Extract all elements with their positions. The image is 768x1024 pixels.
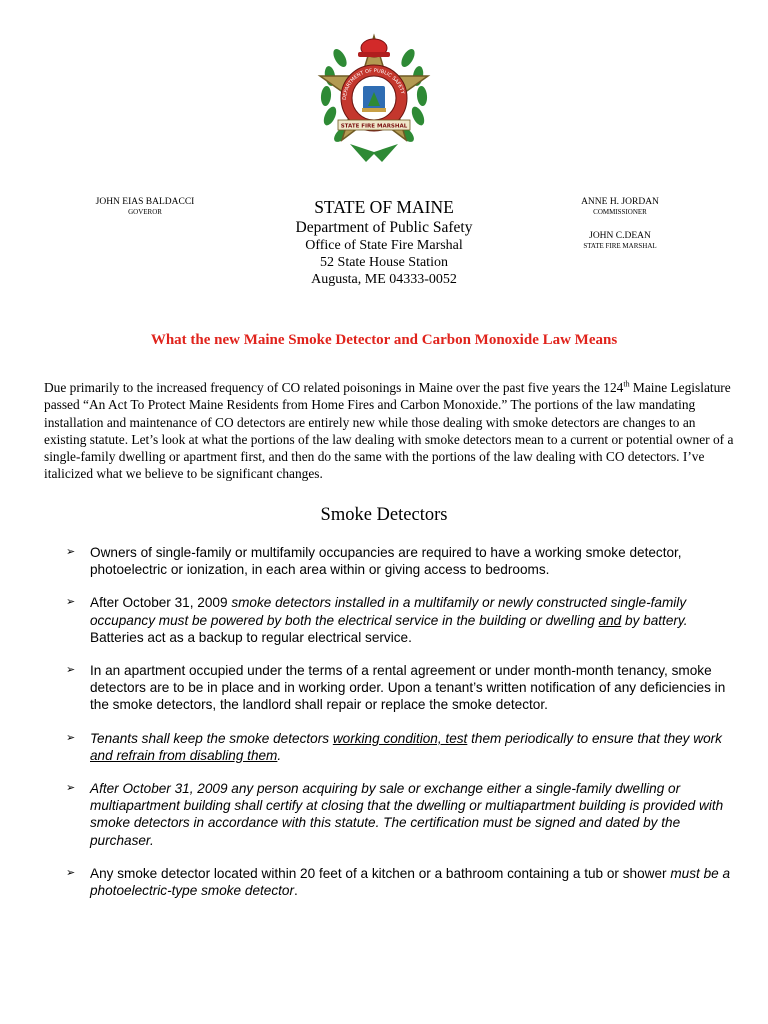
fire-marshal-name: JOHN C.DEAN — [589, 231, 651, 241]
address-line-2: Augusta, ME 04333-0052 — [311, 272, 457, 287]
letterhead — [220, 196, 548, 288]
arrow-bullet-icon: ➢ — [66, 866, 76, 879]
commissioner-title: COMMISSIONER — [593, 208, 647, 216]
list-item: ➢ Tenants shall keep the smoke detectors working condition, test them periodically to ensure that they work and refrain from disabling them. — [66, 730, 722, 763]
governor-title: GOVEROR — [128, 208, 162, 216]
smoke-detector-rules-list — [66, 544, 736, 915]
seal-banner-text: STATE FIRE MARSHAL — [340, 123, 408, 130]
commissioner-name: ANNE H. JORDAN — [581, 197, 659, 207]
address-line-1: 52 State House Station — [320, 255, 448, 270]
fire-marshal-title: STATE FIRE MARSHAL — [583, 242, 657, 250]
arrow-bullet-icon: ➢ — [66, 546, 76, 558]
office-name: Office of State Fire Marshal — [305, 238, 463, 253]
arrow-bullet-icon: ➢ — [66, 782, 76, 795]
document-title: What the new Maine Smoke Detector and Carbon Monoxide Law Means — [150, 332, 618, 348]
list-item: ➢ In an apartment occupied under the terms of a rental agreement or under month-month tenancy, smoke detectors are to be in place and in working order. Upon a tenant’s written notification of any deficiencies in the smoke detectors, the landlord shall repair or replace the smoke detector. — [66, 663, 726, 713]
list-item: ➢ After October 31, 2009 any person acquiring by sale or exchange either a single-family dwelling or multiapartment building shall certify at closing that the dwelling or multiapartment building is provided with smoke detectors in accordance with this statute. The certification must be signed and dated by the purchaser. — [66, 781, 724, 848]
coat-of-arms-icon — [362, 86, 386, 112]
department-name: Department of Public Safety — [295, 219, 473, 236]
helmet-icon — [358, 39, 390, 57]
governor-block — [70, 197, 220, 217]
section-heading: Smoke Detectors — [320, 505, 448, 525]
seal-ring-text: DEPARTMENT OF PUBLIC SAFETY — [341, 67, 406, 101]
state-name: STATE OF MAINE — [314, 197, 454, 217]
list-item: ➢ After October 31, 2009 smoke detectors installed in a multifamily or newly constructed single-family occupancy must be powered by both the electrical service in the building or dwelling and by battery. Batteries act as a backup to regular electrical service. — [66, 595, 688, 645]
arrow-bullet-icon: ➢ — [66, 596, 76, 609]
intro-paragraph: Due primarily to the increased frequency of CO related poisonings in Maine over the past five years the 124th Maine Legislature passed “An Act To Protect Maine Residents from Home Fires and Carbon Monoxide.” The portions of the law mandating installation and maintenance of CO detectors are entirely new while those dealing with smoke detectors are changes to an existing statute. Let’s look at what the portions of the law dealing with smoke detectors mean to a current or potential owner of a single-family dwelling or apartment first, and then do the same with the portions of the law dealing with CO detectors. I’ve italicized what we believe to be significant changes. — [44, 379, 734, 481]
list-item: ➢ Owners of single-family or multifamily occupancies are required to have a working smoke detector, photoelectric or ionization, in each area within or giving access to bedrooms. — [66, 545, 682, 578]
fire-marshal-seal — [310, 28, 438, 166]
list-item: ➢ Any smoke detector located within 20 feet of a kitchen or a bathroom containing a tub or shower must be a photoelectric-type smoke detector. — [66, 865, 731, 899]
arrow-bullet-icon: ➢ — [66, 664, 76, 677]
officials-block — [545, 197, 695, 251]
governor-name: JOHN EIAS BALDACCI — [95, 197, 195, 207]
arrow-bullet-icon: ➢ — [66, 731, 76, 744]
